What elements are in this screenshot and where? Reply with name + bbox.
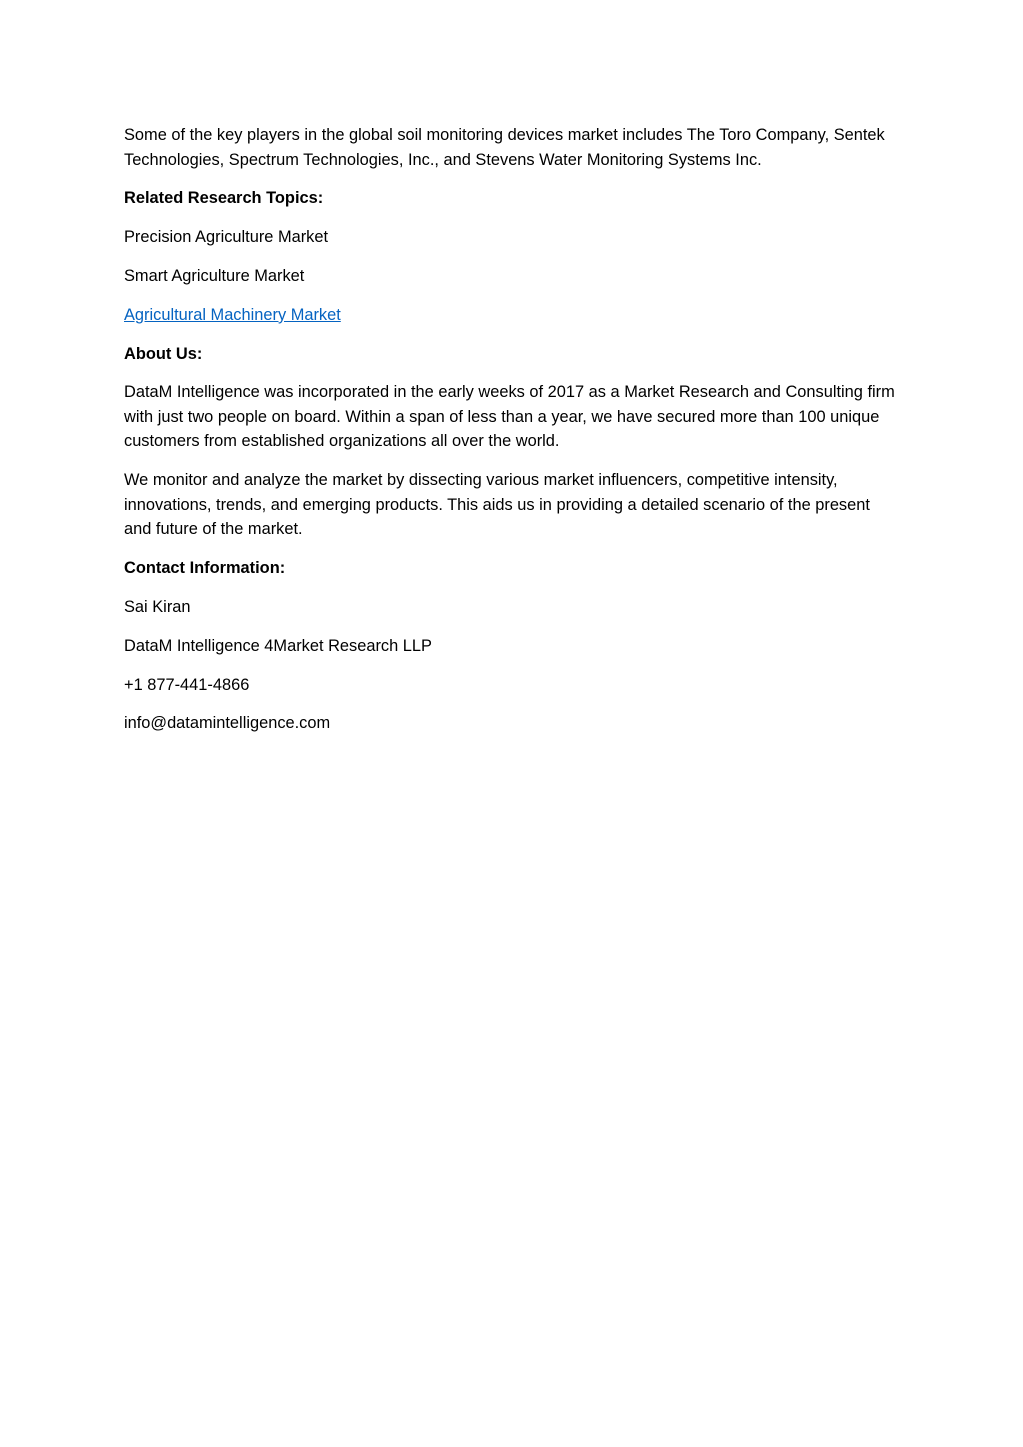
related-topic-precision-agriculture: Precision Agriculture Market (124, 228, 329, 247)
contact-name: Sai Kiran (124, 598, 191, 616)
contact-information-heading: Contact Information: (124, 559, 286, 578)
contact-email: info@datamintelligence.com (124, 714, 331, 733)
related-research-heading: Related Research Topics: (124, 189, 324, 208)
about-paragraph-2: We monitor and analyze the market by dissecting various market influencers, competitive intensity, innovations, trends, and emerging products. This aids us in providing a detailed scenario of the present and future of the market. (124, 471, 870, 539)
intro-paragraph: Some of the key players in the global soil monitoring devices market includes The Toro Company, Sentek Technologies, Spectrum Technologies, Inc., and Stevens Water Monitoring Systems Inc. (124, 126, 885, 169)
agricultural-machinery-market-link[interactable]: Agricultural Machinery Market (124, 305, 341, 324)
document-body (124, 123, 899, 750)
related-topic-smart-agriculture: Smart Agriculture Market (124, 266, 305, 285)
about-us-heading: About Us: (124, 344, 203, 363)
contact-company: DataM Intelligence 4Market Research LLP (124, 636, 432, 655)
contact-phone: +1 877-441-4866 (124, 675, 250, 694)
about-paragraph-1: DataM Intelligence was incorporated in the early weeks of 2017 as a Market Research and Consulting firm with just two people on board. Within a span of less than a year, we have secured more than 100 unique customers from established organizations all over the world. (124, 383, 895, 451)
